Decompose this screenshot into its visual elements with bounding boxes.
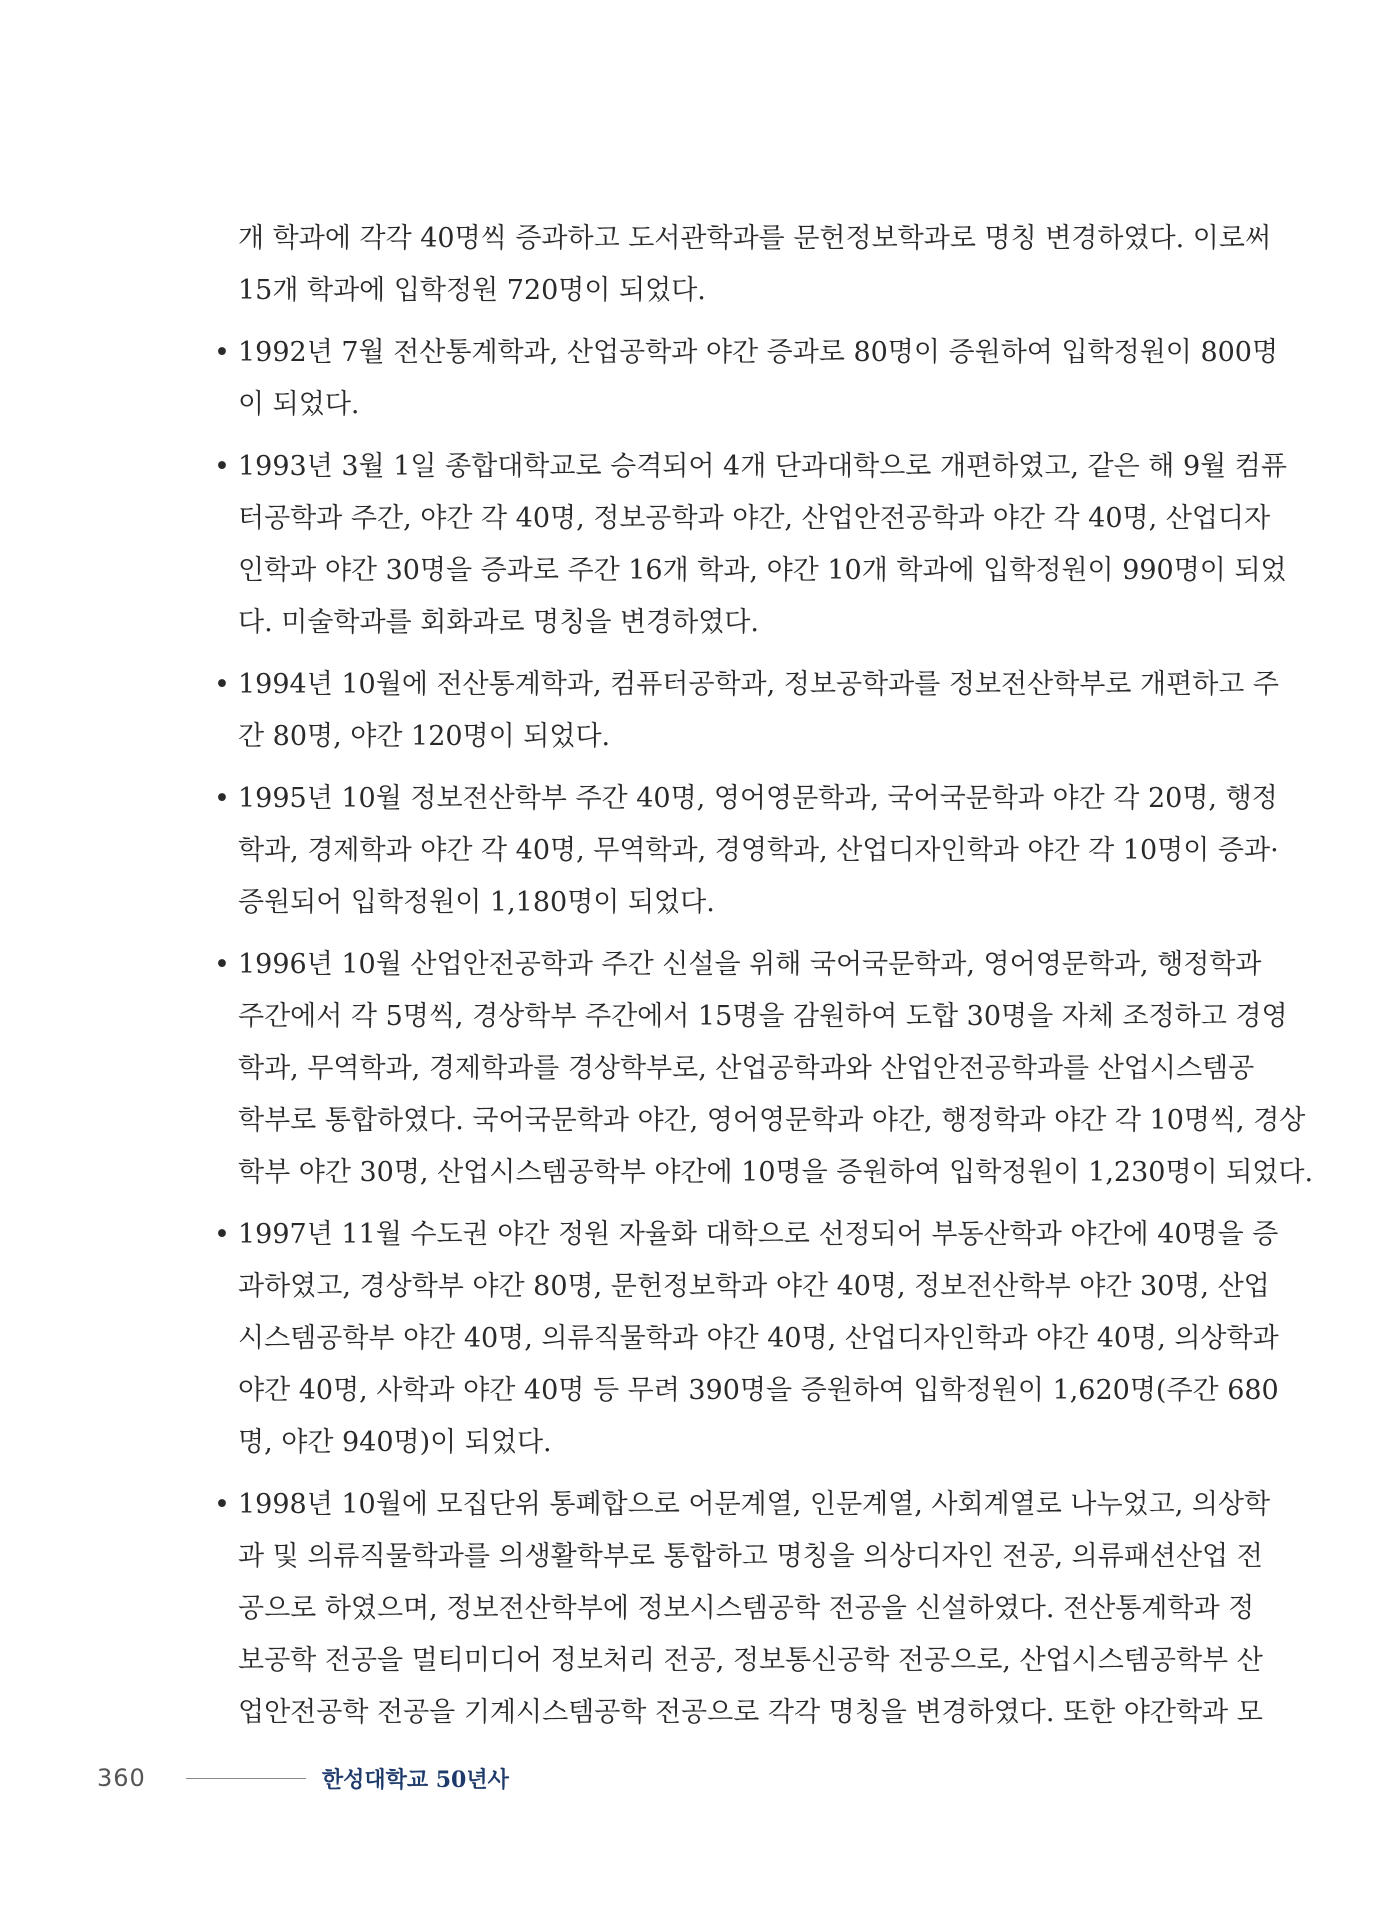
text-line: 학과, 무역학과, 경제학과를 경상학부로, 산업공학과와 산업안전공학과를 산업시스템공 xyxy=(238,1053,1255,1084)
bullet-icon: • xyxy=(214,337,230,368)
bullet-icon: • xyxy=(214,669,230,700)
text-line: 야간 40명, 사학과 야간 40명 등 무려 390명을 증원하여 입학정원이 1,620명(주간 680 xyxy=(238,1375,1279,1406)
text-line: 1997년 11월 수도권 야간 정원 자율화 대학으로 선정되어 부동산학과 야간에 40명을 증 xyxy=(238,1219,1279,1250)
text-line: 인학과 야간 30명을 증과로 주간 16개 학과, 야간 10개 학과에 입학정원이 990명이 되었 xyxy=(238,555,1287,586)
text-line: 1995년 10월 정보전산학부 주간 40명, 영어영문학과, 국어국문학과 야간 각 20명, 행정 xyxy=(238,783,1278,814)
list-item xyxy=(214,659,1280,763)
text-line: 과 및 의류직물학과를 의생활학부로 통합하고 명칭을 의상디자인 전공, 의류패션산업 전 xyxy=(238,1541,1263,1572)
text-line: 증원되어 입학정원이 1,180명이 되었다. xyxy=(238,887,715,918)
bullet-icon: • xyxy=(214,1219,230,1250)
text-line: 학부로 통합하였다. 국어국문학과 야간, 영어영문학과 야간, 행정학과 야간 각 10명씩, 경상 xyxy=(238,1105,1306,1136)
text-line: 1993년 3월 1일 종합대학교로 승격되어 4개 단과대학으로 개편하였고, 같은 해 9월 컴퓨 xyxy=(238,451,1287,482)
page-number: 360 xyxy=(97,1764,146,1792)
text-line: 1994년 10월에 전산통계학과, 컴퓨터공학과, 정보공학과를 정보전산학부로 개편하고 주 xyxy=(238,669,1280,700)
list-item xyxy=(214,1479,1271,1739)
footer-divider xyxy=(186,1778,306,1779)
page-footer xyxy=(97,1758,509,1798)
text-line: 1998년 10월에 모집단위 통폐합으로 어문계열, 인문계열, 사회계열로 나누었고, 의상학 xyxy=(238,1489,1271,1520)
text-line: 학부 야간 30명, 산업시스템공학부 야간에 10명을 증원하여 입학정원이 1,230명이 되었다. xyxy=(238,1157,1314,1188)
bullet-icon: • xyxy=(214,783,230,814)
text-line: 다. 미술학과를 회화과로 명칭을 변경하였다. xyxy=(238,607,759,638)
bullet-icon: • xyxy=(214,451,230,482)
list-item xyxy=(214,773,1279,929)
text-line: 간 80명, 야간 120명이 되었다. xyxy=(238,721,611,752)
text-line: 15개 학과에 입학정원 720명이 되었다. xyxy=(238,275,706,306)
text-line: 개 학과에 각각 40명씩 증과하고 도서관학과를 문헌정보학과로 명칭 변경하였다. 이로써 xyxy=(238,223,1272,254)
bullet-icon: • xyxy=(214,1489,230,1520)
text-line: 공으로 하였으며, 정보전산학부에 정보시스템공학 전공을 신설하였다. 전산통계학과 정 xyxy=(238,1593,1255,1624)
text-line: 주간에서 각 5명씩, 경상학부 주간에서 15명을 감원하여 도합 30명을 자체 조정하고 경영 xyxy=(238,1001,1288,1032)
text-line: 업안전공학 전공을 기계시스템공학 전공으로 각각 명칭을 변경하였다. 또한 야간학과 모 xyxy=(238,1697,1263,1728)
text-line: 1992년 7월 전산통계학과, 산업공학과 야간 증과로 80명이 증원하여 입학정원이 800명 xyxy=(238,337,1279,368)
list-item xyxy=(214,327,1279,431)
body-text xyxy=(214,213,1314,1739)
text-line: 터공학과 주간, 야간 각 40명, 정보공학과 야간, 산업안전공학과 야간 각 40명, 산업디자 xyxy=(238,503,1271,534)
text-line: 명, 야간 940명)이 되었다. xyxy=(238,1427,552,1458)
text-line: 시스템공학부 야간 40명, 의류직물학과 야간 40명, 산업디자인학과 야간 40명, 의상학과 xyxy=(238,1323,1279,1354)
list-item xyxy=(214,1209,1279,1469)
list-item xyxy=(214,939,1314,1199)
list-item xyxy=(214,441,1287,649)
book-title: 한성대학교 50년사 xyxy=(321,1766,509,1793)
text-line: 과하였고, 경상학부 야간 80명, 문헌정보학과 야간 40명, 정보전산학부 야간 30명, 산업 xyxy=(238,1271,1270,1302)
text-line: 보공학 전공을 멀티미디어 정보처리 전공, 정보통신공학 전공으로, 산업시스템공학부 산 xyxy=(238,1645,1263,1676)
text-line: 학과, 경제학과 야간 각 40명, 무역학과, 경영학과, 산업디자인학과 야간 각 10명이 증과· xyxy=(238,835,1279,866)
text-line: 이 되었다. xyxy=(238,389,360,420)
text-line: 1996년 10월 산업안전공학과 주간 신설을 위해 국어국문학과, 영어영문학과, 행정학과 xyxy=(238,949,1262,980)
bullet-icon: • xyxy=(214,949,230,980)
intro-paragraph xyxy=(214,213,1272,317)
